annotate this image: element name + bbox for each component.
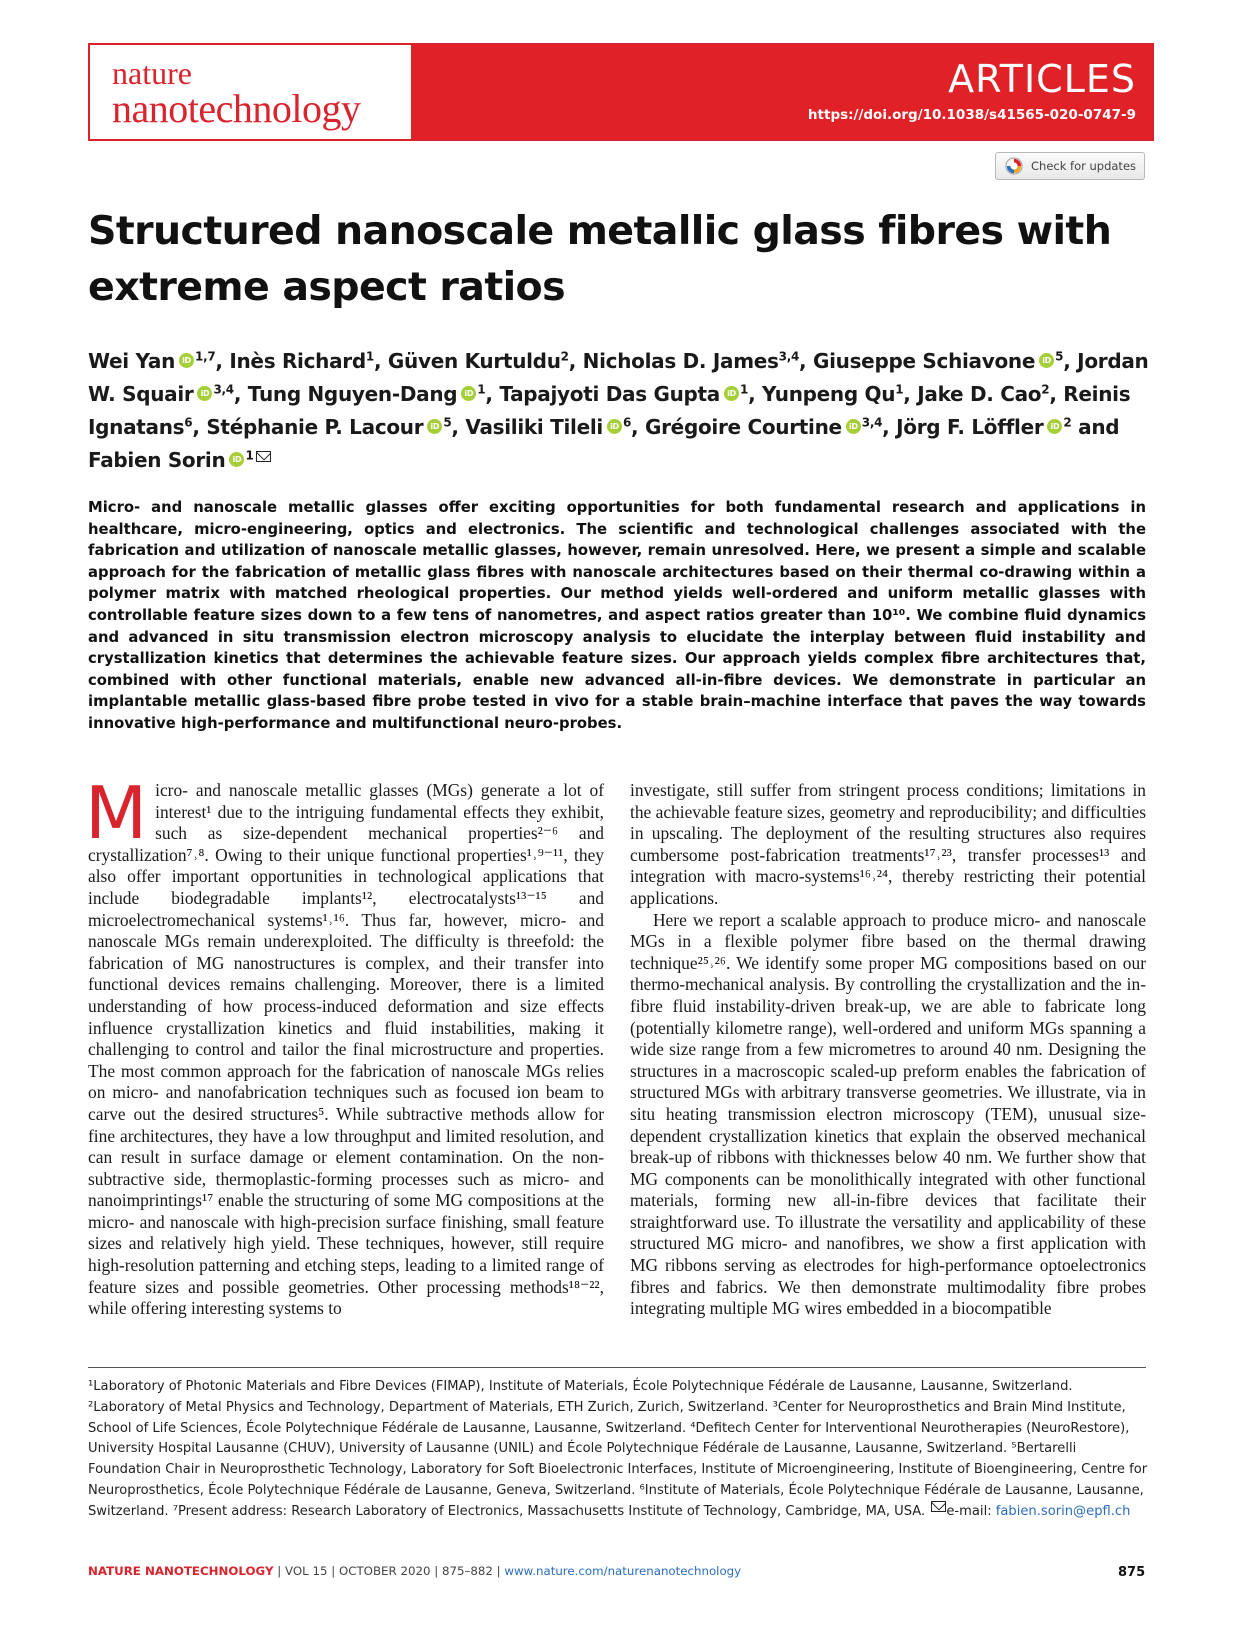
abstract: Micro- and nanoscale metallic glasses offer exciting opportunities for both fundamental research and applications in healthcare, micro-engineering, optics and electronics. The scientific and technological challenges associated with the fabrication and utilization of nanoscale metallic glasses, however, remain unresolved. Here, we present a simple and scalable approach for the fabrication of metallic glass fibres with nanoscale architectures based on their thermal co-drawing within a polymer matrix with matched rheological properties. Our method yields well-ordered and uniform metallic glasses with controllable feature sizes down to a few tens of nanometres, and aspect ratios greater than 10¹⁰. We combine fluid dynamics and advanced in situ transmission electron microscopy analysis to elucidate the interplay between fluid instability and crystallization kinetics that determines the achievable feature sizes. Our approach yields complex fibre architectures that, combined with other functional materials, enable new advanced all-in-fibre devices. We demonstrate in particular an implantable metallic glass-based fibre probe tested in vivo for a stable brain–machine interface that paves the way towards innovative high-performance and multifunctional neuro-probes. bbox=[88, 499, 1146, 732]
author-name[interactable] bbox=[896, 415, 1071, 439]
check-for-updates-icon bbox=[1005, 157, 1023, 175]
dropcap: M bbox=[85, 771, 148, 855]
author-separator: , bbox=[903, 382, 918, 406]
footnote-divider bbox=[88, 1367, 1146, 1368]
author-separator: , bbox=[451, 415, 466, 439]
page-number: 875 bbox=[1118, 1565, 1146, 1580]
footer-journal: NATURE NANOTECHNOLOGY bbox=[88, 1564, 274, 1578]
author-conjunction: and bbox=[1071, 415, 1120, 439]
email-label: e-mail: bbox=[946, 1503, 996, 1519]
journal-header bbox=[88, 43, 1154, 141]
author-name-text: Güven Kurtuldu bbox=[387, 349, 561, 373]
author-separator: , bbox=[233, 382, 248, 406]
author-name-text: Grégoire Courtine bbox=[645, 415, 842, 439]
body-column-left bbox=[85, 771, 604, 1320]
author-name-text: Reinis Ignatans bbox=[88, 382, 1131, 439]
author-name-text: Yunpeng Qu bbox=[762, 382, 896, 406]
envelope-icon bbox=[931, 1501, 946, 1512]
author-list bbox=[88, 345, 1168, 477]
footer-date: OCTOBER 2020 bbox=[338, 1564, 431, 1578]
logo-line-nanotechnology: nanotechnology bbox=[112, 86, 361, 131]
page-footer bbox=[88, 1564, 741, 1578]
orcid-icon[interactable]: iD bbox=[461, 386, 476, 401]
article-title: Structured nanoscale metallic glass fibres with extreme aspect ratios bbox=[88, 208, 1112, 310]
author-affiliation-marker: 1 bbox=[895, 382, 904, 397]
author-separator: , bbox=[1049, 382, 1064, 406]
header-red-band bbox=[411, 45, 1152, 139]
author-separator: , bbox=[1063, 349, 1078, 373]
check-for-updates-label: Check for updates bbox=[1031, 159, 1137, 173]
footer-separator: | bbox=[273, 1564, 285, 1578]
footer-separator: | bbox=[430, 1564, 442, 1578]
author-name[interactable] bbox=[88, 448, 271, 472]
author-affiliation-marker: 2 bbox=[1041, 382, 1050, 397]
orcid-icon[interactable]: iD bbox=[724, 386, 739, 401]
author-name[interactable] bbox=[248, 382, 486, 406]
author-affiliation-marker: 2 bbox=[560, 349, 569, 364]
author-separator: , bbox=[882, 415, 897, 439]
footer-pages: 875–882 bbox=[441, 1564, 493, 1578]
orcid-icon[interactable]: iD bbox=[197, 386, 212, 401]
author-separator: , bbox=[215, 349, 230, 373]
author-affiliation-marker: 3,4 bbox=[861, 415, 883, 430]
author-affiliation-marker: 1 bbox=[245, 448, 254, 463]
author-name[interactable] bbox=[762, 382, 903, 406]
author-affiliation-marker: 6 bbox=[184, 415, 193, 430]
author-name-text: Jake D. Cao bbox=[917, 382, 1042, 406]
author-separator: , bbox=[485, 382, 500, 406]
author-name-text: Jordan W. Squair bbox=[88, 349, 1149, 406]
author-separator: , bbox=[568, 349, 583, 373]
orcid-icon[interactable]: iD bbox=[846, 419, 861, 434]
check-for-updates-button[interactable] bbox=[995, 152, 1145, 180]
author-affiliation-marker: 5 bbox=[443, 415, 452, 430]
author-name[interactable] bbox=[645, 415, 882, 439]
author-affiliation-marker: 1 bbox=[365, 349, 374, 364]
envelope-icon[interactable] bbox=[256, 451, 271, 462]
intro-text: icro- and nanoscale metallic glasses (MGs) generate a lot of interest¹ due to the intriguing fundamental effects they exhibit, such as size-dependent mechanical properties²⁻⁶ and crystallization⁷˒⁸. Owing to their unique functional properties¹˒⁹⁻¹¹, they also offer important opportunities in technological applications that include biodegradable implants¹², electrocatalysts¹³⁻¹⁵ and microelectromechanical systems¹˒¹⁶. Thus far, however, micro- and nanoscale MGs remain underexploited. The difficulty is threefold: the fabrication of MG nanostructures is complex, and their transfer into functional devices remains challenging. Moreover, there is a limited understanding of how process-induced deformation and size effects influence crystallization kinetics and fluid instabilities, making it challenging to control and tailor the final microstructure and properties. The most common approach for the fabrication of nanoscale MGs relies on micro- and nanofabrication techniques such as focused ion beam to carve out the desired structures⁵. While subtractive methods allow for fine architectures, they have a low throughput and limited resolution, and can result in surface damage or element contamination. On the non-subtractive side, thermoplastic-forming processes such as micro- and nanoimprintings¹⁷ enable the structuring of some MG compositions at the micro- and nanoscale with high-precision surface finishing, small feature sizes and relatively high yield. These techniques, however, still require high-resolution patterning and etching steps, leading to a limited range of feature sizes and possible geometries. Other processing methods¹⁸⁻²², while offering interesting systems to bbox=[88, 780, 604, 1319]
author-name[interactable] bbox=[206, 415, 451, 439]
author-affiliation-marker: 1 bbox=[740, 382, 749, 397]
footer-separator: | bbox=[492, 1564, 505, 1578]
orcid-icon[interactable]: iD bbox=[179, 353, 194, 368]
author-name-text: Wei Yan bbox=[88, 349, 176, 373]
author-affiliation-marker: 1 bbox=[477, 382, 486, 397]
author-name[interactable] bbox=[499, 382, 748, 406]
orcid-icon[interactable]: iD bbox=[1039, 353, 1054, 368]
intro-paragraph bbox=[85, 771, 604, 1320]
author-name-text: Stéphanie P. Lacour bbox=[206, 415, 424, 439]
author-affiliation-marker: 6 bbox=[622, 415, 632, 430]
paragraph-here-we-report: Here we report a scalable approach to produce micro- and nanoscale MGs in a flexible polymer fibre based on the thermal drawing technique²⁵˒²⁶. We identify some proper MG compositions based on our thermo-mechanical analysis. By controlling the crystallization and the in-fibre fluid instability-driven break-up, we are able to fabricate long (potentially kilometre range), well-ordered and uniform MGs spanning a wide size range from a few micrometres to around 40 nm. Designing the structures in a macroscopic scaled-up preform enables the fabrication of structured MGs with arbitrary transverse geometries. We illustrate, via in situ heating transmission electron microscopy (TEM), unusual size-dependent crystallization kinetics that explain the observed mechanical break-up of ribbons with thicknesses below 40 nm. We further show that MG components can be monolithically integrated with other functional materials, forming new all-in-fibre devices that facilitate their straightforward use. To illustrate the versatility and applicability of these structured MG micro- and nanofibres, we show a first application with MG ribbons serving as electrodes for high-performance optoelectronics fibres and fabrics. We then demonstrate multimodality fibre probes integrating multiple MG wires embedded in a biocompatible bbox=[630, 909, 1146, 1319]
author-affiliation-marker: 5 bbox=[1055, 349, 1064, 364]
body-column-right bbox=[630, 780, 1146, 1320]
footer-separator: | bbox=[327, 1564, 339, 1578]
author-name[interactable] bbox=[229, 349, 374, 373]
author-name[interactable] bbox=[813, 349, 1063, 373]
author-separator: , bbox=[192, 415, 207, 439]
author-affiliation-marker: 3,4 bbox=[778, 349, 799, 364]
section-label: ARTICLES bbox=[948, 57, 1136, 101]
footer-volume: VOL 15 bbox=[284, 1564, 328, 1578]
author-separator: , bbox=[373, 349, 388, 373]
author-name-text: Tapajyoti Das Gupta bbox=[499, 382, 721, 406]
author-separator: , bbox=[799, 349, 813, 373]
author-name-text: Giuseppe Schiavone bbox=[812, 349, 1036, 373]
author-name-text: Vasiliki Tileli bbox=[465, 415, 603, 439]
logo-line-nature: nature bbox=[112, 55, 192, 91]
author-affiliation-marker: 3,4 bbox=[213, 382, 234, 397]
paragraph-continued: investigate, still suffer from stringent process conditions; limitations in the achievable feature sizes, geometry and reproducibility; and difficulties in upscaling. The deployment of the resulting structures also requires cumbersome post-fabrication treatments¹⁷˒²³, transfer processes¹³ and integration with macro-systems¹⁶˒²⁴, thereby restricting their potential applications. bbox=[630, 780, 1146, 908]
email-link[interactable]: fabien.sorin@epfl.ch bbox=[995, 1503, 1131, 1519]
author-name-text: Nicholas D. James bbox=[582, 349, 779, 373]
journal-logo[interactable] bbox=[90, 45, 411, 139]
author-name[interactable] bbox=[388, 349, 569, 373]
orcid-icon[interactable]: iD bbox=[1047, 419, 1062, 434]
footer-journal-url[interactable]: www.nature.com/naturenanotechnology bbox=[504, 1564, 742, 1578]
author-separator: , bbox=[631, 415, 645, 439]
author-name-text: Jörg F. Löffler bbox=[896, 415, 1044, 439]
author-affiliation-marker: 2 bbox=[1063, 415, 1072, 430]
author-affiliation-marker: 1,7 bbox=[195, 349, 216, 364]
orcid-icon[interactable]: iD bbox=[427, 419, 442, 434]
author-name[interactable] bbox=[88, 349, 215, 373]
affiliations-text: ¹Laboratory of Photonic Materials and Fibre Devices (FIMAP), Institute of Materials, École Polytechnique Fédérale de Lausanne, Lausanne, Switzerland. ²Laboratory of Metal Physics and Technology, Department of Materials, ETH Zurich, Zurich, Switzerland. ³Center for Neuroprosthetics and Brain Mind Institute, School of Life Sciences, École Polytechnique Fédérale de Lausanne, Lausanne, Switzerland. ⁴Defitech Center for Interventional Neurotherapies (NeuroRestore), University Hospital Lausanne (CHUV), University of Lausanne (UNIL) and École Polytechnique Fédérale de Lausanne, Lausanne, Switzerland. ⁵Bertarelli Foundation Chair in Neuroprosthetic Technology, Laboratory for Soft Bioelectronic Interfaces, Institute of Microengineering, Institute of Bioengineering, Centre for Neuroprosthetics, École Polytechnique Fédérale de Lausanne, Geneva, Switzerland. ⁶Institute of Materials, École Polytechnique Fédérale de Lausanne, Lausanne, Switzerland. ⁷Present address: Research Laboratory of Electronics, Massachusetts Institute of Technology, Cambridge, MA, USA. bbox=[88, 1379, 1148, 1519]
author-name-text: Inès Richard bbox=[229, 349, 366, 373]
author-name[interactable] bbox=[583, 349, 799, 373]
affiliations bbox=[88, 1377, 1148, 1523]
author-name[interactable] bbox=[465, 415, 631, 439]
orcid-icon[interactable]: iD bbox=[607, 419, 622, 434]
author-name[interactable] bbox=[917, 382, 1049, 406]
author-name-text: Tung Nguyen-Dang bbox=[247, 382, 458, 406]
orcid-icon[interactable]: iD bbox=[229, 452, 244, 467]
doi-link[interactable]: https://doi.org/10.1038/s41565-020-0747-9 bbox=[807, 107, 1136, 123]
author-separator: , bbox=[748, 382, 763, 406]
author-name-text: Fabien Sorin bbox=[88, 448, 226, 472]
